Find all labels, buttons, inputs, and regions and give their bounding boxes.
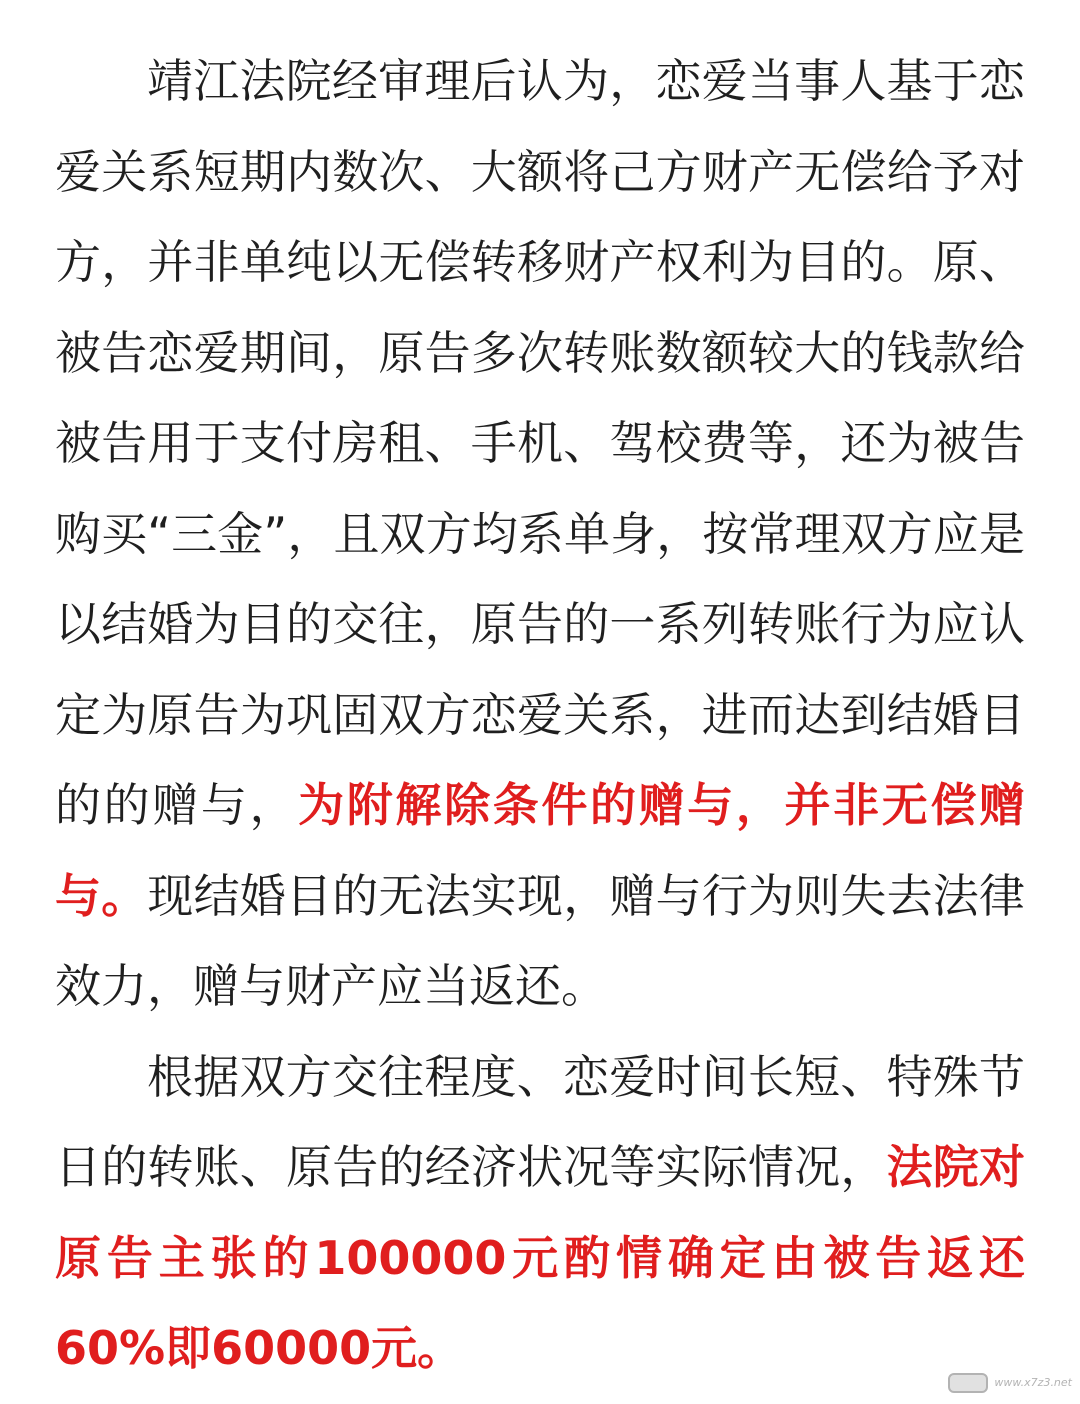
p1-text-b: 现结婚目的无法实现，赠与行为则失去法律效力，赠与财产应当返还。 [55,868,1026,1013]
p1-highlight: 为附解除条件的赠与，并非无偿赠与。 [55,778,1026,923]
site-watermark [948,1370,1072,1396]
paragraph-1 [55,36,1025,1032]
paragraph-2 [55,1032,1025,1394]
watermark-text: www.x7z3.net [994,1376,1072,1389]
site-logo-icon [948,1373,988,1393]
p2-highlight: 法院对原告主张的100000元酌情确定由被告返还60%即60000元。 [55,1140,1026,1375]
article-body [55,36,1025,1394]
p2-text-a: 根据双方交往程度、恋爱时间长短、特殊节日的转账、原告的经济状况等实际情况， [55,1049,1025,1194]
p1-text-a: 靖江法院经审理后认为，恋爱当事人基于恋爱关系短期内数次、大额将己方财产无偿给予对方，并非单纯以无偿转移财产权利为目的。原、被告恋爱期间，原告多次转账数额较大的钱款给被告用于支付房租、手机、驾校费等，还为被告购买“三金”，且双方均系单身，按常理双方应是以结婚为目的交往，原告的一系列转账行为应认定为原告为巩固双方恋爱关系，进而达到结婚目的的赠与， [55,54,1025,832]
